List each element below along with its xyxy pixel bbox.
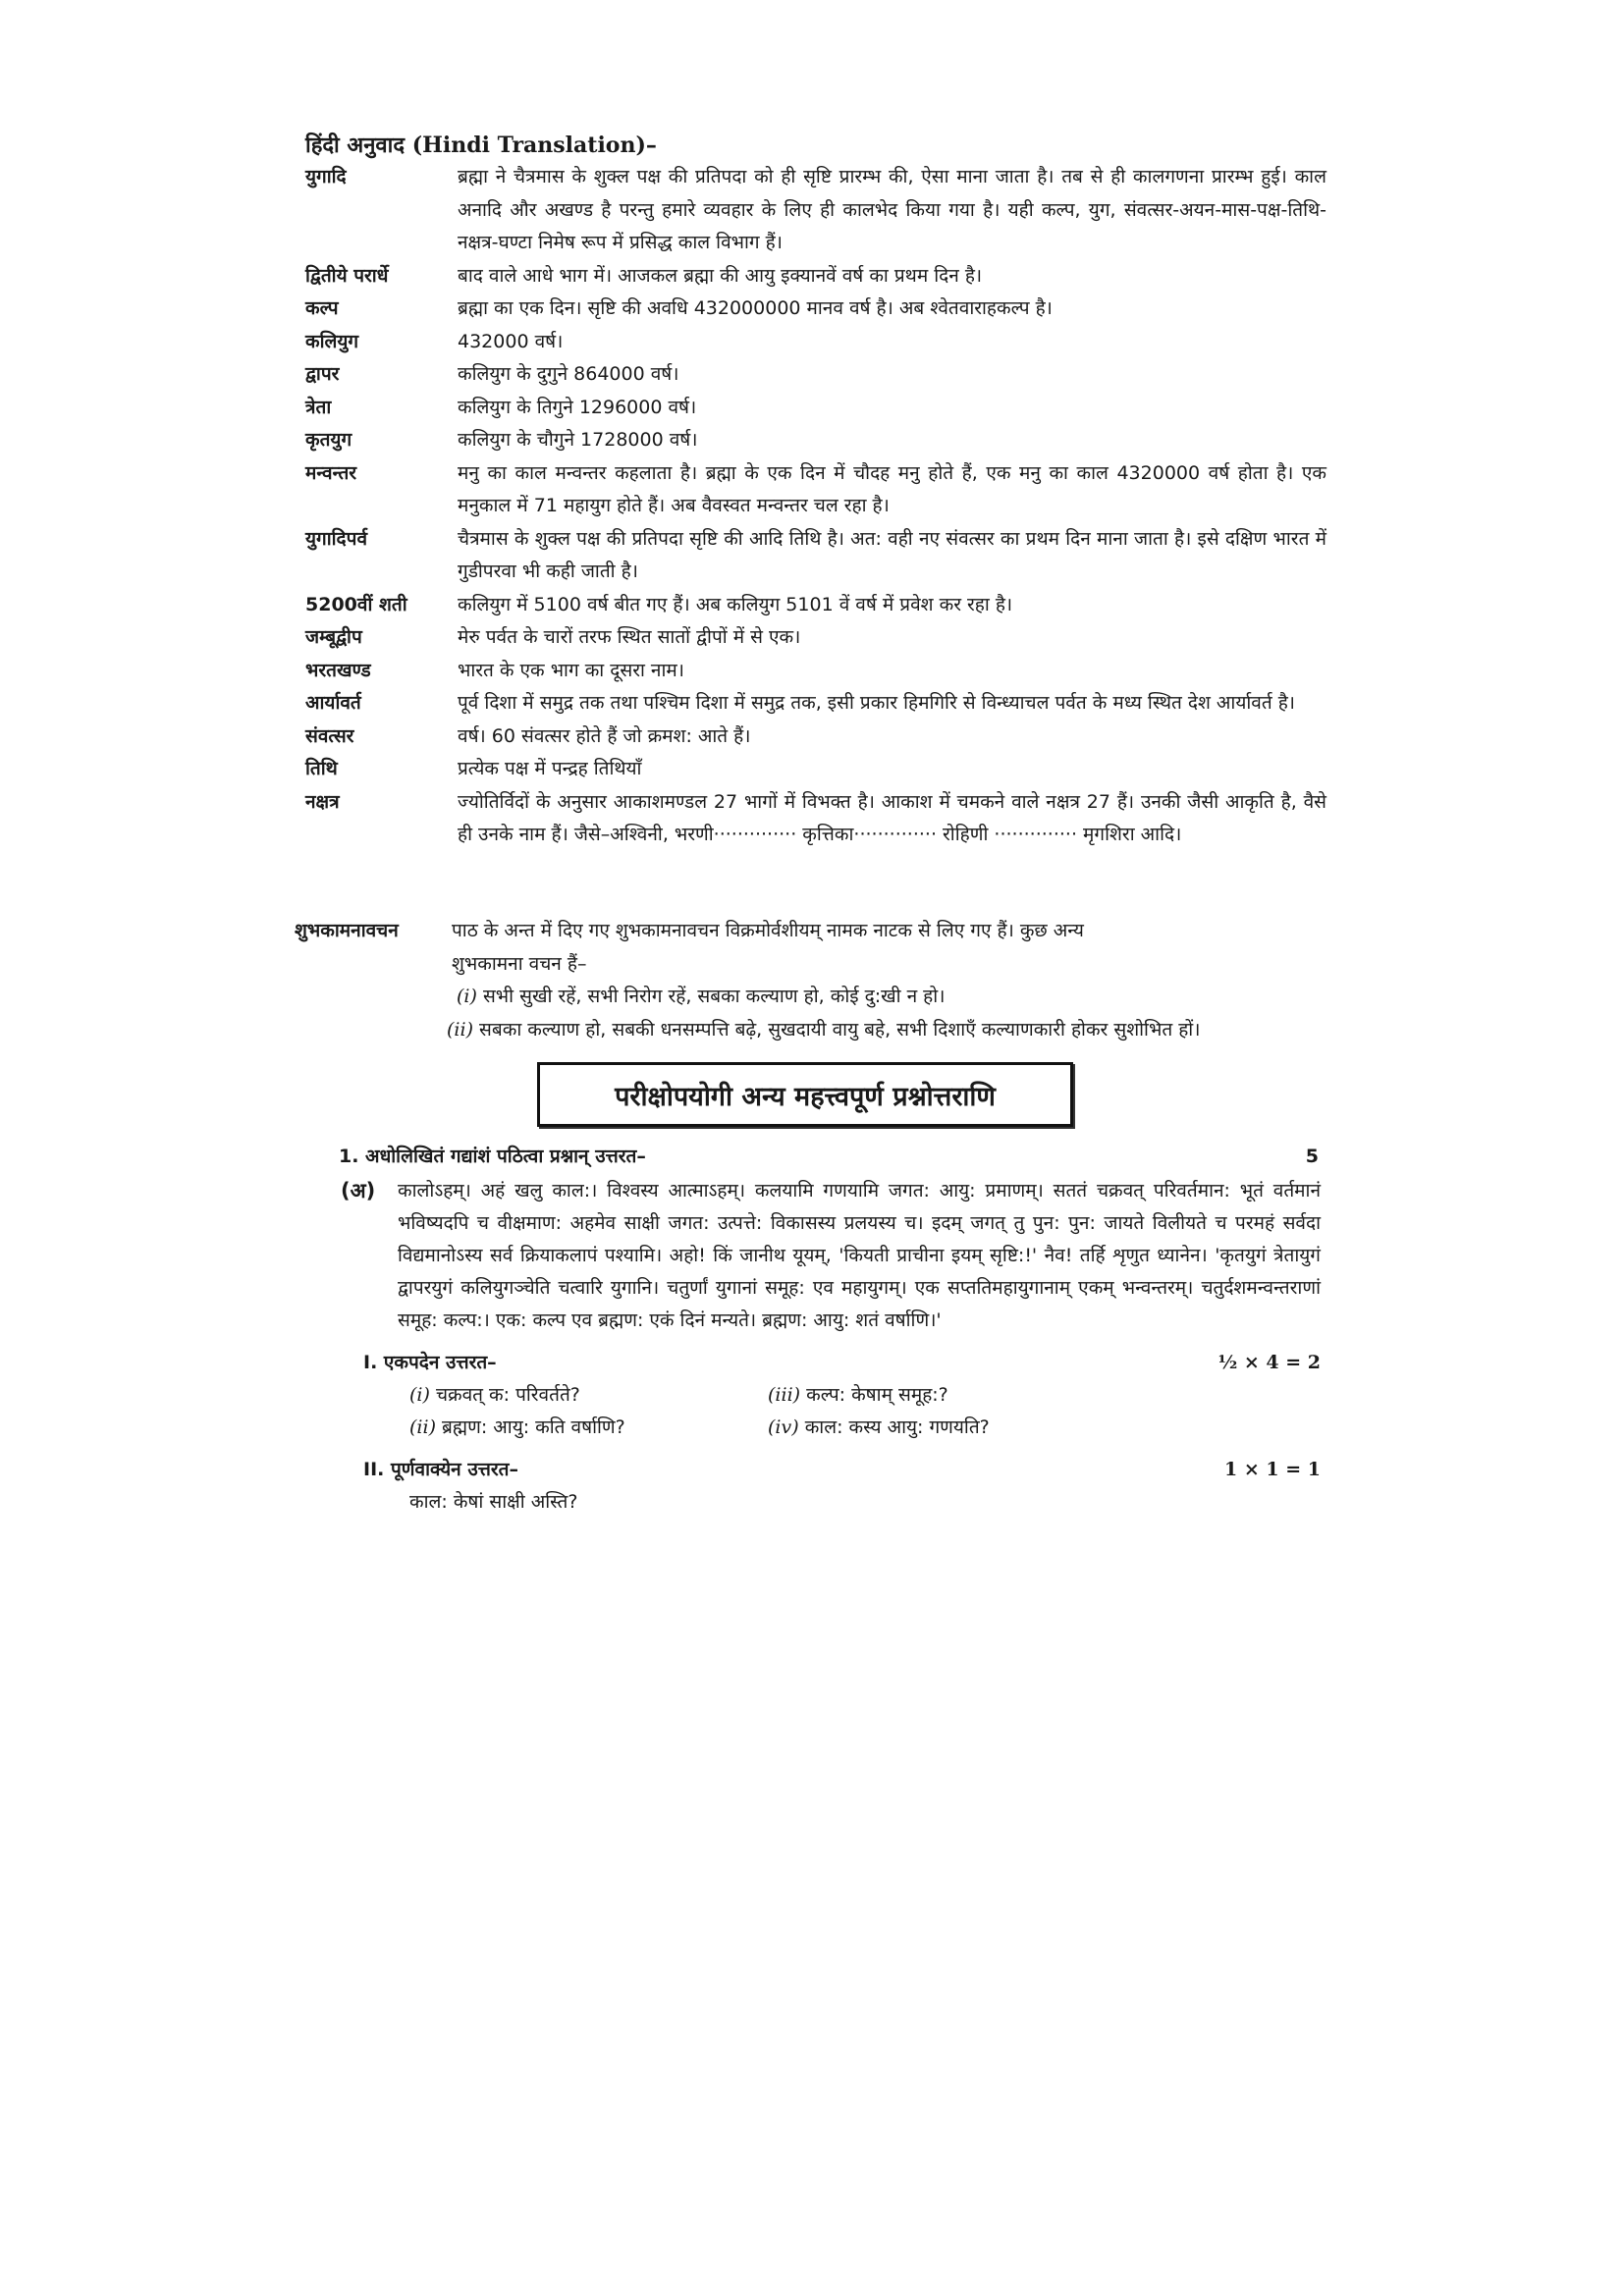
glossary-term: 5200वीं शती: [305, 593, 407, 615]
wishes-section: [295, 915, 1325, 1046]
glossary-term: जम्बूद्वीप: [305, 626, 362, 648]
glossary-row: [305, 457, 1326, 523]
heading-english: (Hindi Translation)–: [411, 133, 657, 158]
q-text: कल्प: केषाम् समूह:?: [806, 1384, 948, 1406]
sub-question: [409, 1379, 768, 1412]
glossary-row: [305, 687, 1326, 721]
glossary-term: युगादिपर्व: [305, 527, 368, 550]
q-text: चक्रवत् क: परिवर्तते?: [435, 1384, 580, 1406]
glossary-definition: ब्रह्मा ने चैत्रमास के शुक्ल पक्ष की प्रतिपदा को ही सृष्टि प्रारम्भ की, ऐसा माना जाता है। तब से ही कालगणना प्रारम्भ हुई। काल अनादि और अखण्ड है परन्तु हमारे व्यवहार के लिए ही कालभेद किया गया है। यही कल्प, युग, संवत्सर-अयन-मास-पक्ष-तिथि-नक्षत्र-घण्टा निमेष रूप में प्रसिद्ध काल विभाग हैं।: [458, 166, 1326, 253]
glossary-term: कृतयुग: [305, 429, 352, 451]
item-text: सबका कल्याण हो, सबकी धनसम्पत्ति बढ़े, सुखदायी वायु बहे, सभी दिशाएँ कल्याणकारी होकर सुशोभित हों।: [479, 1018, 1201, 1041]
wish-item: [295, 981, 1325, 1014]
glossary-term: संवत्सर: [305, 724, 354, 747]
glossary-row: [305, 326, 1326, 359]
glossary-term: भरतखण्ड: [305, 659, 371, 681]
glossary-definition: 432000 वर्ष।: [458, 330, 564, 352]
glossary-term: त्रेता: [305, 396, 332, 418]
question-1: [339, 1141, 1321, 1519]
glossary-definition: वर्ष। 60 संवत्सर होते हैं जो क्रमश: आते हैं।: [458, 724, 751, 747]
q-text: काल: कस्य आयु: गणयति?: [804, 1416, 990, 1438]
glossary-term: कलियुग: [305, 330, 359, 352]
glossary-definition: कलियुग के तिगुने 1296000 वर्ष।: [458, 396, 697, 418]
glossary-row: [305, 721, 1326, 754]
glossary-row: [305, 424, 1326, 457]
sub-question: [409, 1412, 768, 1444]
glossary-term: युगादि: [305, 166, 347, 187]
part-2-marks: 1 × 1 = 1: [1224, 1459, 1321, 1480]
part-1-questions: [339, 1379, 1321, 1444]
glossary-term: मन्वन्तर: [305, 461, 357, 484]
wish-item: [295, 1014, 1325, 1047]
section-title-box: [537, 1062, 1073, 1127]
glossary-row: [305, 753, 1326, 786]
glossary-row: [305, 523, 1326, 589]
glossary-definition: मनु का काल मन्वन्तर कहलाता है। ब्रह्मा के एक दिन में चौदह मनु होते हैं, एक मनु का काल 4320000 वर्ष होता है। एक मनुकाल में 71 महायुग होते हैं। अब वैवस्वत मन्वन्तर चल रहा है।: [458, 461, 1326, 516]
glossary-row: [305, 655, 1326, 688]
part-1-marks: ½ × 4 = 2: [1217, 1352, 1321, 1373]
glossary-definition: ब्रह्मा का एक दिन। सृष्टि की अवधि 432000000 मानव वर्ष है। अब श्वेतवाराहकल्प है।: [458, 297, 1053, 319]
question-heading: 1. अधोलिखितं गद्यांशं पठित्वा प्रश्नान् उत्तरत–: [339, 1146, 646, 1167]
section-title: परीक्षोपयोगी अन्य महत्त्वपूर्ण प्रश्नोत्तराणि: [615, 1081, 996, 1112]
glossary-definition: पूर्व दिशा में समुद्र तक तथा पश्चिम दिशा में समुद्र तक, इसी प्रकार हिमगिरि से विन्ध्याचल पर्वत के मध्य स्थित देश आर्यावर्त है।: [458, 692, 1295, 714]
q-number: (iii): [768, 1384, 801, 1406]
glossary-term: नक्षत्र: [305, 790, 340, 813]
glossary-term: आर्यावर्त: [305, 692, 361, 714]
item-number: (ii): [447, 1018, 473, 1041]
glossary-term: कल्प: [305, 297, 339, 319]
glossary-row: [305, 589, 1326, 622]
glossary-row: [305, 260, 1326, 294]
sub-question: [768, 1412, 1321, 1444]
passage-text: कालोऽहम्। अहं खलु काल:। विश्वस्य आत्माऽहम्। कलयामि गणयामि जगत: आयु: प्रमाणम्। सततं चक्रवत् परिवर्तमान: भूतं वर्तमानं भविष्यदपि च वीक्षमाण: अहमेव साक्षी जगत: उत्पत्ते: विकासस्य प्रलयस्य च। इदम् जगत् तु पुन: पुन: जायते विलीयते च परमहं सर्वदा विद्यमानोऽस्य सर्व क्रियाकलापं पश्यामि। अहो! किं जानीथ यूयम्, 'कियती प्राचीना इयम् सृष्टि:!' नैव! तर्हि शृणुत ध्यानेन। 'कृतयुगं त्रेतायुगं द्वापरयुगं कलियुगञ्चेति चत्वारि युगानि। चतुर्णां युगानां समूह: एव महायुगम्। एक सप्ततिमहायुगानाम् एकम् भन्वन्तरम्। चतुर्दशमन्वन्तराणां समूह: कल्प:। एक: कल्प एव ब्रह्मण: एकं दिनं मन्यते। ब्रह्मण: आयु: शतं वर्षाणि।': [398, 1180, 1321, 1331]
passage-label: (अ): [341, 1179, 376, 1202]
heading-hindi: हिंदी अनुवाद: [305, 133, 406, 158]
question-marks: 5: [1305, 1146, 1319, 1167]
wishes-definition-cont: शुभकामना वचन हैं–: [452, 952, 587, 975]
glossary-definition: प्रत्येक पक्ष में पन्द्रह तिथियाँ: [458, 758, 642, 779]
glossary-definition: कलियुग के चौगुने 1728000 वर्ष।: [458, 429, 698, 451]
glossary-definition: मेरु पर्वत के चारों तरफ स्थित सातों द्वीपों में से एक।: [458, 626, 801, 648]
glossary-definition: कलियुग के दुगुने 864000 वर्ष।: [458, 363, 679, 385]
wishes-term: शुभकामनावचन: [295, 920, 399, 941]
glossary-definition: बाद वाले आधे भाग में। आजकल ब्रह्मा की आयु इक्यानवें वर्ष का प्रथम दिन है।: [458, 264, 983, 287]
glossary-definition: ज्योतिर्विदों के अनुसार आकाशमण्डल 27 भागों में विभक्त है। आकाश में चमकने वाले नक्षत्र 27 हैं। उनकी जैसी आकृति है, वैसे ही उनके नाम हैं। जैसे–अश्विनी, भरणी·············· कृत्तिका·············· रोहिणी ·············· मृगशिरा आदि।: [458, 790, 1326, 845]
glossary-row: [305, 392, 1326, 425]
q-number: (iv): [768, 1416, 799, 1438]
wishes-definition: पाठ के अन्त में दिए गए शुभकामनावचन विक्रमोर्वशीयम् नामक नाटक से लिए गए हैं। कुछ अन्य: [452, 920, 1084, 941]
glossary-term: द्वितीये परार्धे: [305, 264, 389, 287]
glossary-definition: कलियुग में 5100 वर्ष बीत गए हैं। अब कलियुग 5101 वें वर्ष में प्रवेश कर रहा है।: [458, 593, 1013, 615]
glossary-row: [305, 786, 1326, 852]
item-number: (i): [457, 986, 477, 1007]
glossary-definition: भारत के एक भाग का दूसरा नाम।: [458, 659, 684, 681]
hindi-translation-heading: [305, 130, 657, 159]
part-2-question: काल: केषां साक्षी अस्ति?: [409, 1491, 578, 1513]
glossary-term: तिथि: [305, 758, 338, 779]
item-text: सभी सुखी रहें, सभी निरोग रहें, सबका कल्याण हो, कोई दु:खी न हो।: [482, 986, 946, 1007]
sub-question: [768, 1379, 1321, 1412]
q-number: (i): [409, 1384, 430, 1406]
glossary-row: [305, 621, 1326, 655]
q-number: (ii): [409, 1416, 436, 1438]
part-1-heading: I. एकपदेन उत्तरत–: [363, 1352, 497, 1373]
glossary-row: [305, 293, 1326, 326]
q-text: ब्रह्मण: आयु: कति वर्षाणि?: [442, 1416, 625, 1438]
part-2-heading: II. पूर्णवाक्येन उत्तरत–: [363, 1459, 518, 1480]
glossary-definition: चैत्रमास के शुक्ल पक्ष की प्रतिपदा सृष्टि की आदि तिथि है। अत: वही नए संवत्सर का प्रथम दिन माना जाता है। इसे दक्षिण भारत में गुडीपरवा भी कही जाती है।: [458, 527, 1326, 582]
glossary-row: [305, 358, 1326, 392]
glossary-term: द्वापर: [305, 363, 340, 385]
glossary-row: [305, 161, 1326, 260]
glossary: [305, 161, 1326, 852]
